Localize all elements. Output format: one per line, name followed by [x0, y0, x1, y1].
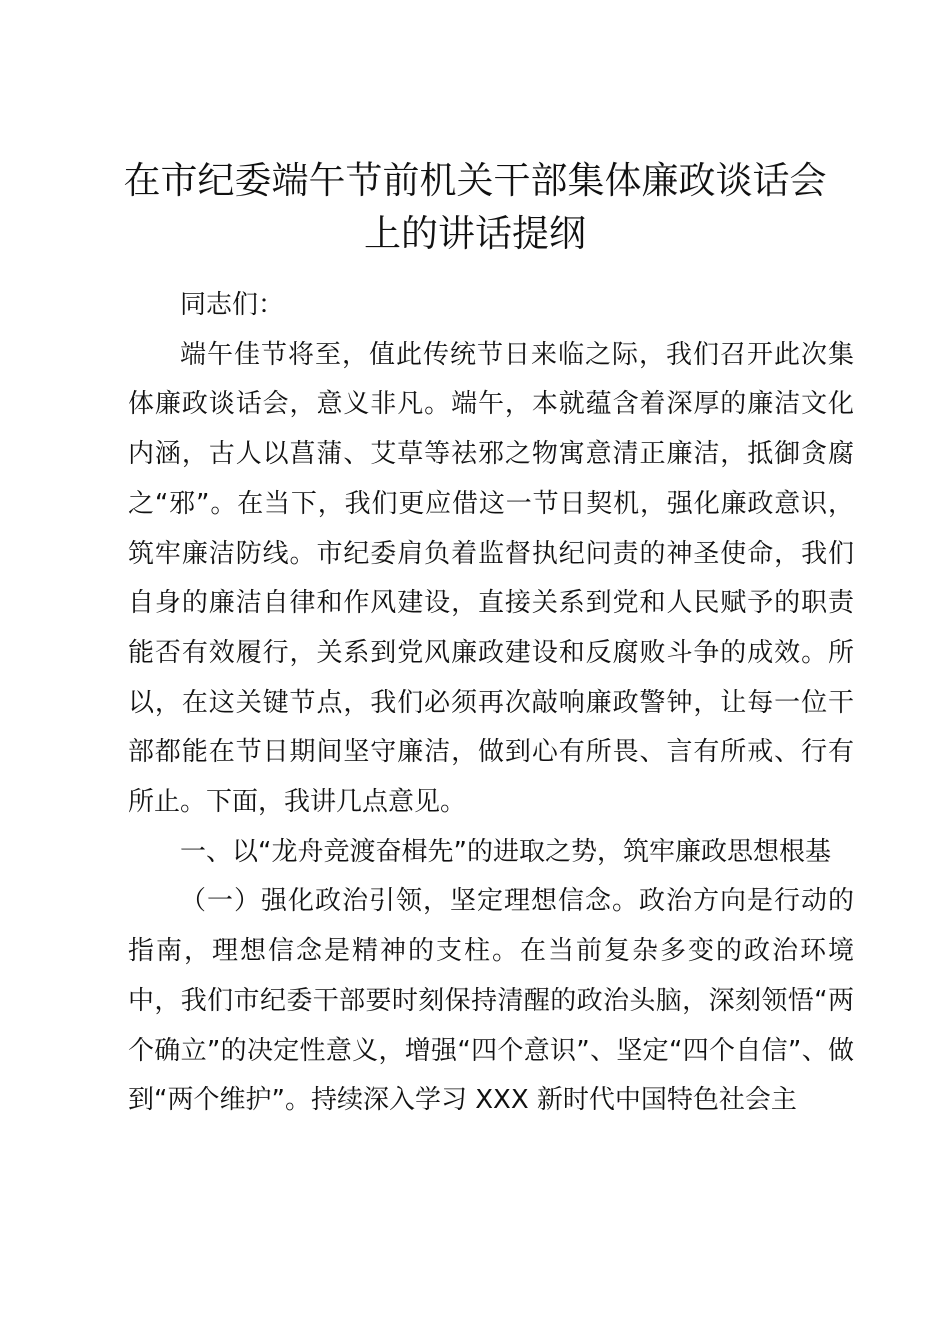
- salutation: 同志们：: [180, 290, 285, 320]
- document-title: 在市纪委端午节前机关干部集体廉政谈话会上的讲话提纲: [123, 159, 827, 255]
- section-heading-1: 一、以“龙舟竞渡奋楫先”的进取之势，筑牢廉政思想根基: [180, 836, 831, 867]
- document-body: [128, 281, 854, 1126]
- paragraph-subsection-1: （一）强化政治引领，坚定理想信念。政治方向是行动的指南，理想信念是精神的支柱。在当前复杂多变的政治环境中，我们市纪委干部要时刻保持清醒的政治头脑，深刻领悟“两个确立”的决定性意义，增强“四个意识”、坚定“四个自信”、做到“两个维护”。持续深入学习 XXX 新时代中国特色社会主: [128, 886, 854, 1116]
- paragraph-intro: 端午佳节将至，值此传统节日来临之际，我们召开此次集体廉政谈话会，意义非凡。端午，本就蕴含着深厚的廉洁文化内涵，古人以菖蒲、艾草等祛邪之物寓意清正廉洁，抵御贪腐之“邪”。在当下，我们更应借这一节日契机，强化廉政意识，筑牢廉洁防线。市纪委肩负着监督执纪问责的神圣使命，我们自身的廉洁自律和作风建设，直接关系到党和人民赋予的职责能否有效履行，关系到党风廉政建设和反腐败斗争的成效。所以，在这关键节点，我们必须再次敲响廉政警钟，让每一位干部都能在节日期间坚守廉洁，做到心有所畏、言有所戒、行有所止。下面，我讲几点意见。: [128, 339, 854, 818]
